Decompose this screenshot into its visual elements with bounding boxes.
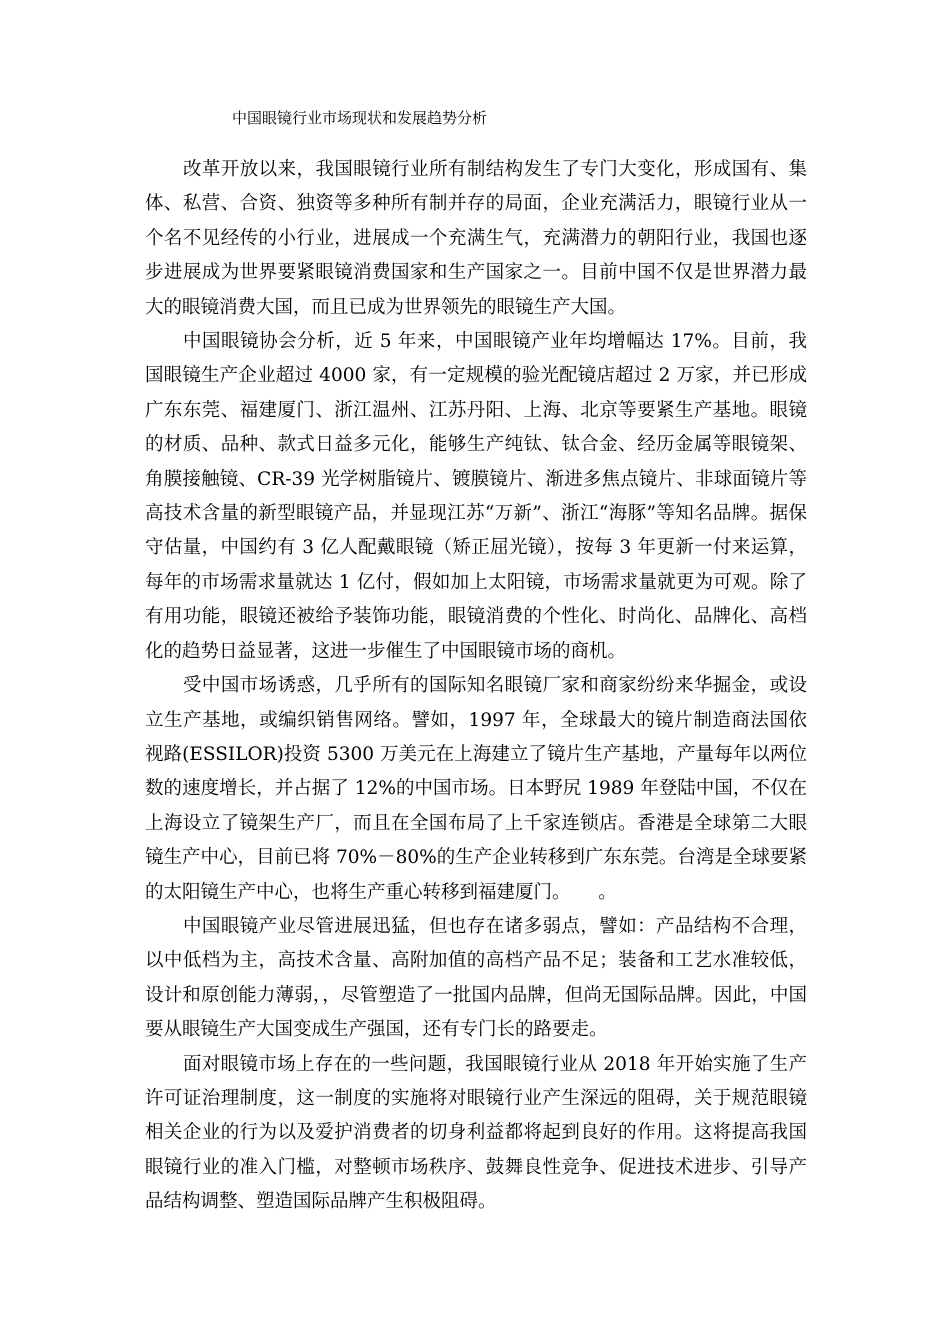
paragraph-licensing: 面对眼镜市场上存在的一些问题，我国眼镜行业从 2018 年开始实施了生产许可证治理制度，这一制度的实施将对眼镜行业产生深远的阻碍，关于规范眼镜相关企业的行为以及爱护消费者的切身利益都将起到良好的作用。这将提高我国眼镜行业的准入门槛，对整顿市场秩序、鼓舞良性竞争、促进技术进步、引导产品结构调整、塑造国际品牌产生积极阻碍。 [145, 1053, 807, 1213]
paragraph-foreign-investment: 受中国市场诱惑，几乎所有的国际知名眼镜厂家和商家纷纷来华掘金，或设立生产基地，或编织销售网络。譬如，1997 年，全球最大的镜片制造商法国依视路(ESSILOR)投资 5300 万美元在上海建立了镜片生产基地，产量每年以两位数的速度增长，并占据了 12%的中国市场。日本野尻 1989 年登陆中国，不仅在上海设立了镜架生产厂，而且在全国布局了上千家连锁店。香港是全球第二大眼镜生产中心，目前已将 70%－80%的生产企业转移到广东东莞。台湾是全球要紧的太阳镜生产中心，也将生产重心转移到福建厦门。 。 [145, 675, 807, 903]
document-body [145, 153, 807, 1220]
paragraph-intro: 改革开放以来，我国眼镜行业所有制结构发生了专门大变化，形成国有、集体、私营、合资、独资等多种所有制并存的局面，企业充满活力，眼镜行业从一个名不见经传的小行业，进展成一个充满生气，充满潜力的朝阳行业，我国也逐步进展成为世界要紧眼镜消费国家和生产国家之一。目前中国不仅是世界潜力最大的眼镜消费大国，而且已成为世界领先的眼镜生产大国。 [145, 159, 807, 318]
paragraph-weaknesses: 中国眼镜产业尽管进展迅猛，但也存在诸多弱点，譬如：产品结构不合理，以中低档为主，高技术含量、高附加值的高档产品不足；装备和工艺水准较低，设计和原创能力薄弱，，尽管塑造了一批国内品牌，但尚无国际品牌。因此，中国要从眼镜生产大国变成生产强国，还有专门长的路要走。 [145, 915, 807, 1041]
paragraph-industry-scale: 中国眼镜协会分析，近 5 年来，中国眼镜产业年均增幅达 17%。目前，我国眼镜生产企业超过 4000 家，有一定规模的验光配镜店超过 2 万家，并已形成广东东莞、福建厦门、浙江温州、江苏丹阳、上海、北京等要紧生产基地。眼镜的材质、品种、款式日益多元化，能够生产纯钛、钛合金、经历金属等眼镜架、角膜接触镜、CR-39 光学树脂镜片、镀膜镜片、渐进多焦点镜片、非球面镜片等高技术含量的新型眼镜产品，并显现江苏“万新”、浙江“海豚”等知名品牌。据保守估量，中国约有 3 亿人配戴眼镜（矫正屈光镜），按每 3 年更新一付来运算，每年的市场需求量就达 1 亿付，假如加上太阳镜，市场需求量就更为可观。除了有用功能，眼镜还被给予装饰功能，眼镜消费的个性化、时尚化、品牌化、高档化的趋势日益显著，这进一步催生了中国眼镜市场的商机。 [145, 331, 807, 662]
document-title: 中国眼镜行业市场现状和发展趋势分析 [232, 109, 488, 127]
